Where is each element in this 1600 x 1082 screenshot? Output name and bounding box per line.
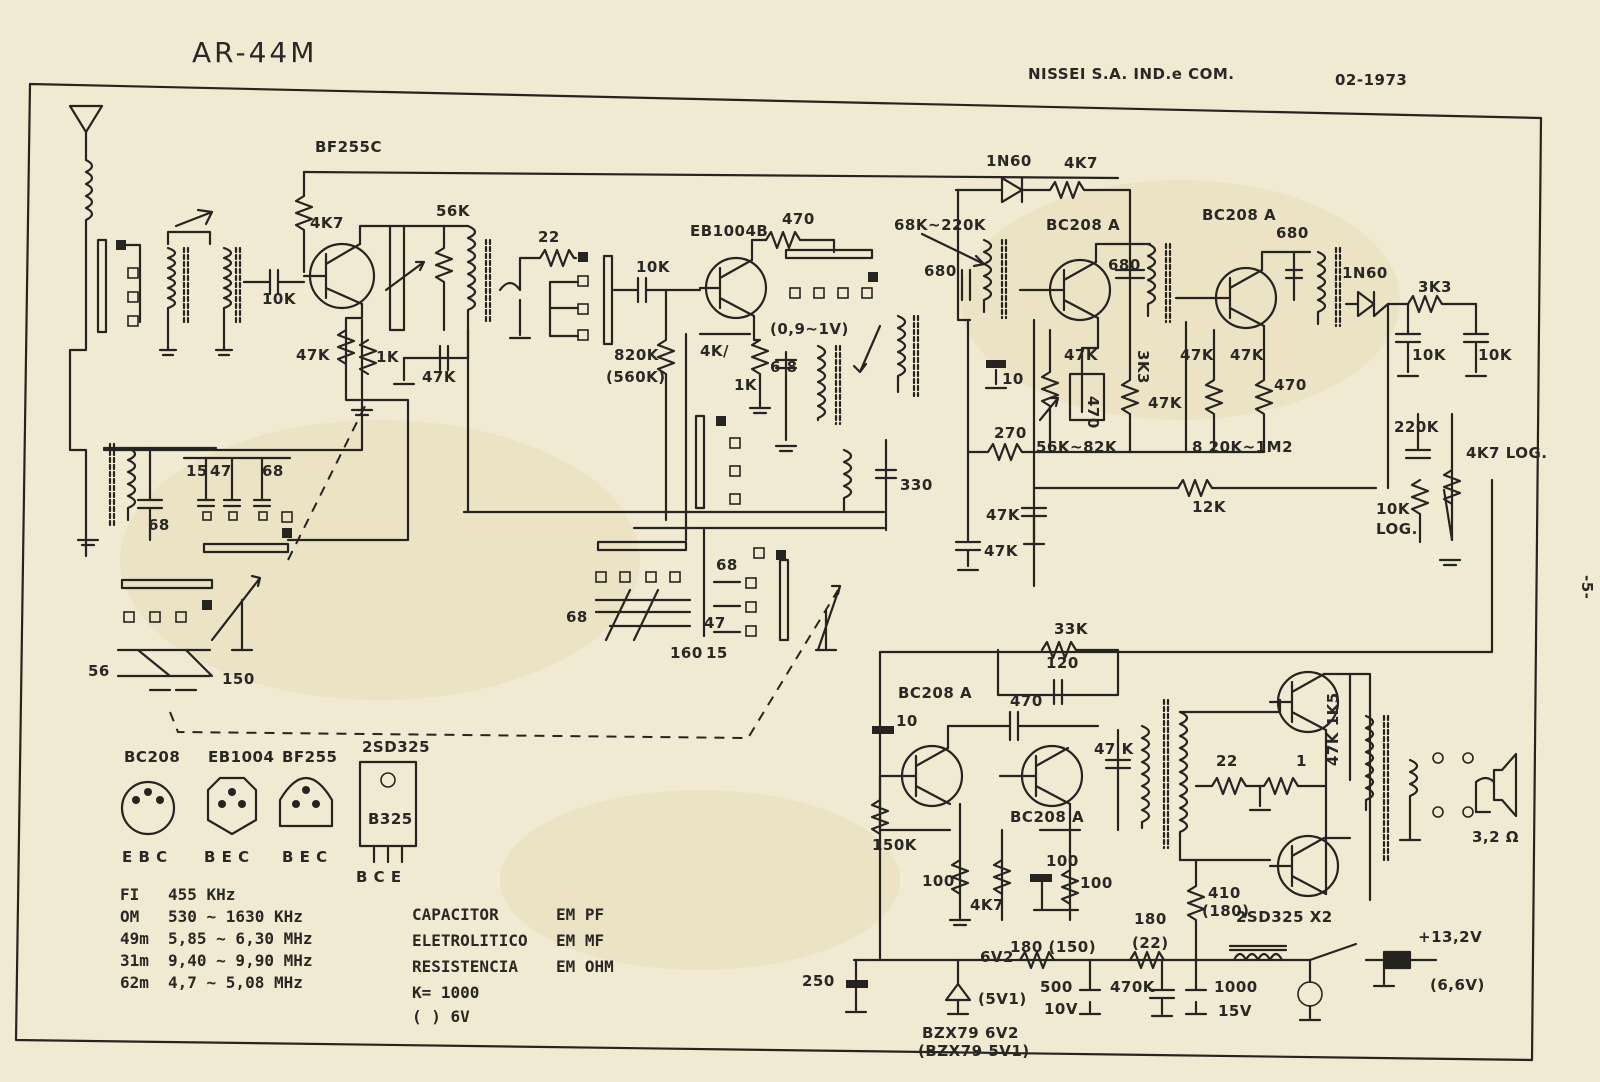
svg-text:1: 1: [1296, 752, 1307, 770]
svg-text:EM OHM: EM OHM: [556, 957, 614, 976]
svg-text:47K: 47K: [296, 346, 330, 364]
svg-text:BC208 A: BC208 A: [1046, 216, 1121, 234]
svg-text:10K: 10K: [636, 258, 670, 276]
svg-text:BC208 A: BC208 A: [1202, 206, 1277, 224]
svg-text:EM MF: EM MF: [556, 931, 605, 950]
svg-text:10: 10: [1002, 370, 1024, 388]
svg-text:4,7 ~ 5,08 MHz: 4,7 ~ 5,08 MHz: [168, 973, 303, 992]
svg-text:56: 56: [88, 662, 110, 680]
svg-text:EM PF: EM PF: [556, 905, 605, 924]
svg-text:150: 150: [222, 670, 255, 688]
svg-text:3K3: 3K3: [1134, 350, 1152, 384]
svg-text:(180): (180): [1202, 902, 1250, 920]
svg-text:( ) 6V: ( ) 6V: [412, 1007, 470, 1026]
svg-text:15: 15: [706, 644, 728, 662]
svg-text:47 K: 47 K: [1094, 740, 1134, 758]
svg-text:270: 270: [994, 424, 1027, 442]
page-number: -5-: [1578, 575, 1596, 600]
svg-text:680: 680: [924, 262, 957, 280]
svg-text:BC208: BC208: [124, 748, 181, 766]
svg-text:4K7: 4K7: [970, 896, 1004, 914]
svg-text:470K: 470K: [1110, 978, 1155, 996]
svg-text:(560K): (560K): [606, 368, 666, 386]
model-title: AR-44M: [192, 36, 318, 69]
svg-text:47K: 47K: [422, 368, 456, 386]
svg-text:410: 410: [1208, 884, 1241, 902]
svg-text:47K: 47K: [1064, 346, 1098, 364]
svg-text:(0,9~1V): (0,9~1V): [770, 320, 849, 338]
print-date: 02-1973: [1335, 71, 1408, 89]
svg-text:68: 68: [262, 462, 284, 480]
svg-text:180: 180: [1134, 910, 1167, 928]
svg-text:8 20K~1M2: 8 20K~1M2: [1192, 438, 1294, 456]
svg-text:ELETROLITICO: ELETROLITICO: [412, 931, 528, 950]
svg-text:10K: 10K: [1478, 346, 1512, 364]
svg-text:LOG.: LOG.: [1376, 520, 1418, 538]
svg-text:500: 500: [1040, 978, 1073, 996]
svg-text:BZX79 6V2: BZX79 6V2: [922, 1024, 1019, 1042]
svg-text:4K7: 4K7: [1064, 154, 1098, 172]
svg-text:120: 120: [1046, 654, 1079, 672]
svg-text:47: 47: [210, 462, 232, 480]
svg-text:3K3: 3K3: [1418, 278, 1452, 296]
svg-text:1000: 1000: [1214, 978, 1258, 996]
svg-text:4K7 LOG.: 4K7 LOG.: [1466, 444, 1548, 462]
svg-text:68: 68: [148, 516, 170, 534]
svg-text:6 8: 6 8: [770, 358, 798, 376]
svg-text:100: 100: [922, 872, 955, 890]
svg-text:(6,6V): (6,6V): [1430, 976, 1485, 994]
svg-text:2SD325: 2SD325: [362, 738, 431, 756]
svg-text:820K: 820K: [614, 346, 659, 364]
svg-text:56K: 56K: [436, 202, 470, 220]
svg-text:RESISTENCIA: RESISTENCIA: [412, 957, 518, 976]
svg-text:470: 470: [1274, 376, 1307, 394]
svg-text:5,85 ~ 6,30 MHz: 5,85 ~ 6,30 MHz: [168, 929, 313, 948]
svg-text:EB1004B: EB1004B: [690, 222, 769, 240]
svg-text:9,40 ~ 9,90 MHz: 9,40 ~ 9,90 MHz: [168, 951, 313, 970]
svg-text:160: 160: [670, 644, 703, 662]
svg-text:530 ~ 1630 KHz: 530 ~ 1630 KHz: [168, 907, 303, 926]
svg-text:1K: 1K: [734, 376, 758, 394]
svg-text:B325: B325: [368, 810, 413, 828]
svg-text:68K~220K: 68K~220K: [894, 216, 987, 234]
svg-text:330: 330: [900, 476, 933, 494]
svg-text:100: 100: [1046, 852, 1079, 870]
svg-text:470: 470: [1084, 396, 1102, 429]
svg-text:(BZX79 5V1): (BZX79 5V1): [918, 1042, 1030, 1060]
svg-text:33K: 33K: [1054, 620, 1088, 638]
svg-text:BF255: BF255: [282, 748, 338, 766]
svg-text:(5V1): (5V1): [978, 990, 1027, 1008]
svg-text:455 KHz: 455 KHz: [168, 885, 236, 904]
svg-text:6V2: 6V2: [980, 948, 1014, 966]
svg-text:68: 68: [716, 556, 738, 574]
svg-text:1K: 1K: [376, 348, 400, 366]
svg-text:47K 1K5: 47K 1K5: [1324, 692, 1342, 766]
q1-label: BF255C: [315, 138, 382, 156]
svg-text:(22): (22): [1132, 934, 1169, 952]
svg-text:47K: 47K: [986, 506, 1020, 524]
svg-text:22: 22: [538, 228, 560, 246]
svg-text:1N60: 1N60: [1342, 264, 1388, 282]
svg-text:BC208 A: BC208 A: [1010, 808, 1085, 826]
svg-text:B E C: B E C: [282, 848, 328, 866]
svg-text:220K: 220K: [1394, 418, 1439, 436]
svg-text:47K: 47K: [1148, 394, 1182, 412]
svg-text:10K: 10K: [1412, 346, 1446, 364]
svg-text:68: 68: [566, 608, 588, 626]
svg-text:2SD325 X2: 2SD325 X2: [1236, 908, 1333, 926]
svg-text:4K7: 4K7: [310, 214, 344, 232]
svg-text:B C E: B C E: [356, 868, 402, 886]
svg-text:K= 1000: K= 1000: [412, 983, 480, 1002]
svg-text:10V: 10V: [1044, 1000, 1078, 1018]
svg-text:680: 680: [1276, 224, 1309, 242]
svg-text:15: 15: [186, 462, 208, 480]
svg-text:47K: 47K: [1230, 346, 1264, 364]
svg-text:56K~82K: 56K~82K: [1036, 438, 1118, 456]
svg-text:FI: FI: [120, 885, 140, 904]
svg-text:OM: OM: [120, 907, 140, 926]
svg-text:31m: 31m: [120, 951, 149, 970]
svg-text:47: 47: [704, 614, 726, 632]
svg-text:47K: 47K: [984, 542, 1018, 560]
svg-text:CAPACITOR: CAPACITOR: [412, 905, 499, 924]
svg-text:250: 250: [802, 972, 835, 990]
svg-text:49m: 49m: [120, 929, 149, 948]
svg-text:47K: 47K: [1180, 346, 1214, 364]
svg-text:EB1004: EB1004: [208, 748, 275, 766]
svg-text:150K: 150K: [872, 836, 917, 854]
svg-text:470: 470: [782, 210, 815, 228]
svg-text:470: 470: [1010, 692, 1043, 710]
svg-text:4K/: 4K/: [700, 342, 730, 360]
svg-text:10K: 10K: [1376, 500, 1410, 518]
svg-text:BC208 A: BC208 A: [898, 684, 973, 702]
svg-text:+13,2V: +13,2V: [1418, 928, 1483, 946]
svg-text:B E C: B E C: [204, 848, 250, 866]
manufacturer: NISSEI S.A. IND.e COM.: [1028, 65, 1235, 83]
svg-text:3,2 Ω: 3,2 Ω: [1472, 828, 1520, 846]
svg-text:22: 22: [1216, 752, 1238, 770]
svg-text:180 (150): 180 (150): [1010, 938, 1097, 956]
svg-text:1N60: 1N60: [986, 152, 1032, 170]
svg-text:E B C: E B C: [122, 848, 168, 866]
svg-text:10: 10: [896, 712, 918, 730]
svg-text:10K: 10K: [262, 290, 296, 308]
svg-text:62m: 62m: [120, 973, 149, 992]
svg-text:100: 100: [1080, 874, 1113, 892]
svg-text:12K: 12K: [1192, 498, 1226, 516]
svg-text:15V: 15V: [1218, 1002, 1252, 1020]
svg-text:680: 680: [1108, 256, 1141, 274]
